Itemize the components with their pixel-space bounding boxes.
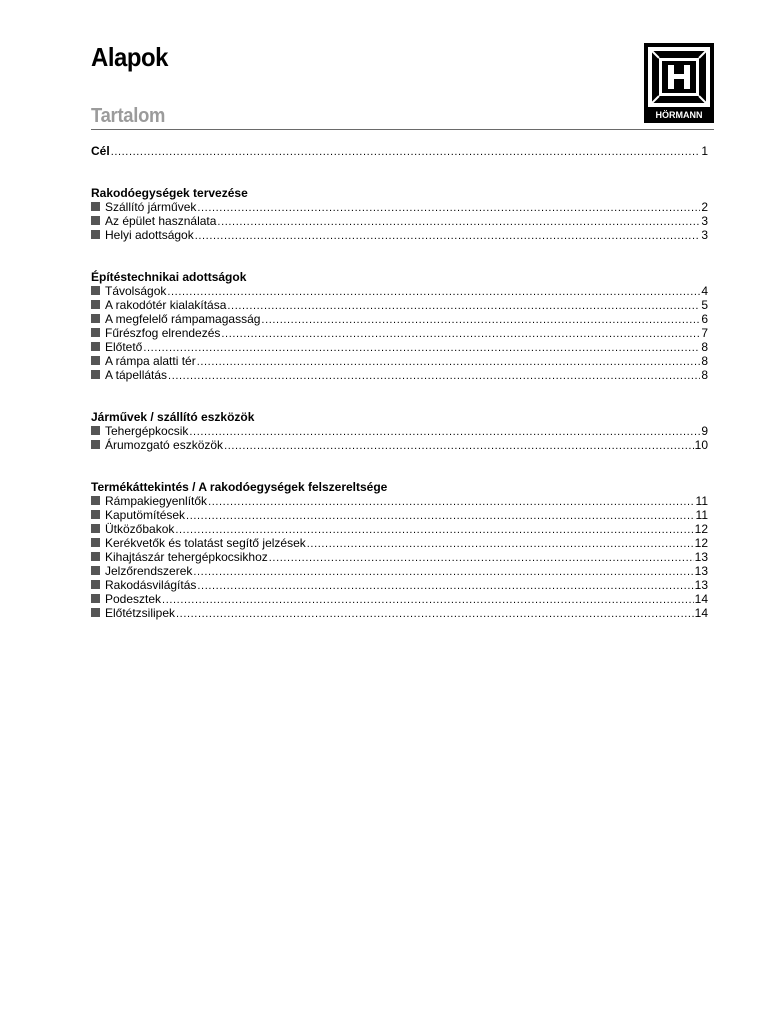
square-bullet-icon (91, 314, 100, 323)
square-bullet-icon (91, 328, 100, 337)
square-bullet-icon (91, 342, 100, 351)
toc-entry[interactable] (91, 354, 708, 368)
toc-group (91, 410, 708, 452)
toc-entry-page: 8 (701, 368, 708, 382)
toc-entry[interactable] (91, 312, 708, 326)
toc-group (91, 480, 708, 620)
square-bullet-icon (91, 580, 100, 589)
dot-leader (307, 537, 694, 551)
toc-entry-label: Kerékvetők és tolatást segítő jelzések (105, 536, 306, 550)
toc-entry-page: 13 (694, 578, 708, 592)
square-bullet-icon (91, 370, 100, 379)
toc-entry[interactable] (91, 592, 708, 606)
dot-leader (162, 593, 694, 607)
toc-entry[interactable] (91, 368, 708, 382)
toc-entry[interactable] (91, 564, 708, 578)
toc-entry-label: A rakodótér kialakítása (105, 298, 227, 312)
toc-entry[interactable] (91, 606, 708, 620)
toc-entry-page: 9 (701, 424, 708, 438)
square-bullet-icon (91, 440, 100, 449)
toc-entry[interactable] (91, 522, 708, 536)
toc-entry-label: Cél (91, 144, 110, 158)
toc-entry-label: Szállító járművek (105, 200, 197, 214)
toc-entry-page: 4 (701, 284, 708, 298)
toc-group-heading: Járművek / szállító eszközök (91, 410, 255, 424)
toc-entry-page: 3 (701, 228, 708, 242)
toc-entry-page: 3 (701, 214, 708, 228)
dot-leader (176, 607, 694, 621)
toc-entry[interactable] (91, 298, 708, 312)
dot-leader (168, 369, 700, 383)
square-bullet-icon (91, 594, 100, 603)
toc-entry-label: Rakodásvilágítás (105, 578, 197, 592)
toc-top-entry (91, 144, 708, 158)
page-title: Alapok (91, 42, 168, 72)
square-bullet-icon (91, 524, 100, 533)
toc-entry-label: A rámpa alatti tér (105, 354, 196, 368)
toc-entry[interactable] (91, 284, 708, 298)
toc-entry-label: Előtétzsilipek (105, 606, 176, 620)
toc-entry-label: Távolságok (105, 284, 167, 298)
toc-group-heading: Rakodóegységek tervezése (91, 186, 248, 200)
toc-entry-page: 7 (701, 326, 708, 340)
toc-entry[interactable] (91, 228, 708, 242)
toc-entry[interactable] (91, 340, 708, 354)
toc-entry-label: Árumozgató eszközök (105, 438, 224, 452)
header-rule (91, 129, 714, 130)
square-bullet-icon (91, 552, 100, 561)
toc-entry-page: 6 (701, 312, 708, 326)
toc-entry-cel[interactable] (91, 144, 708, 158)
toc-group (91, 186, 708, 242)
square-bullet-icon (91, 496, 100, 505)
toc-entry[interactable] (91, 536, 708, 550)
toc-entry-page: 12 (694, 522, 708, 536)
toc-entry-page: 13 (694, 550, 708, 564)
dot-leader (197, 579, 693, 593)
toc-entry-label: Ütközőbakok (105, 522, 175, 536)
toc-entry[interactable] (91, 214, 708, 228)
toc-entry-label: A tápellátás (105, 368, 168, 382)
toc-entry-label: Jelzőrendszerek (105, 564, 193, 578)
logo-text: HÖRMANN (655, 110, 703, 120)
toc-entry[interactable] (91, 494, 708, 508)
toc-entry-page: 8 (701, 340, 708, 354)
dot-leader (167, 285, 700, 299)
square-bullet-icon (91, 510, 100, 519)
hormann-logo (644, 43, 714, 123)
toc-group-heading: Építéstechnikai adottságok (91, 270, 247, 284)
toc-entry[interactable] (91, 578, 708, 592)
toc-entry[interactable] (91, 200, 708, 214)
dot-leader (197, 355, 701, 369)
toc-entry-label: Előtető (105, 340, 143, 354)
toc-entry[interactable] (91, 326, 708, 340)
toc-entry[interactable] (91, 550, 708, 564)
dot-leader (224, 439, 694, 453)
toc-entry-page: 14 (694, 606, 708, 620)
toc-entry-label: Podesztek (105, 592, 162, 606)
square-bullet-icon (91, 300, 100, 309)
toc-entry-label: Tehergépkocsik (105, 424, 189, 438)
square-bullet-icon (91, 216, 100, 225)
dot-leader (227, 299, 700, 313)
toc-entry-page: 2 (701, 200, 708, 214)
dot-leader (111, 145, 701, 159)
toc-entry-label: A megfelelő rámpamagasság (105, 312, 261, 326)
toc-entry-label: Az épület használata (105, 214, 217, 228)
square-bullet-icon (91, 230, 100, 239)
dot-leader (208, 495, 694, 509)
toc-entry-page: 5 (701, 298, 708, 312)
square-bullet-icon (91, 356, 100, 365)
dot-leader (193, 565, 693, 579)
square-bullet-icon (91, 538, 100, 547)
dot-leader (269, 551, 694, 565)
dot-leader (189, 425, 700, 439)
toc-entry-label: Fűrészfog elrendezés (105, 326, 221, 340)
toc-groups (91, 186, 708, 620)
toc-entry-page: 1 (701, 144, 708, 158)
toc-entry-label: Rámpakiegyenlítők (105, 494, 208, 508)
dot-leader (186, 509, 694, 523)
dot-leader (197, 201, 700, 215)
dot-leader (143, 341, 700, 355)
toc-entry-page: 14 (694, 592, 708, 606)
dot-leader (195, 229, 701, 243)
square-bullet-icon (91, 566, 100, 575)
toc-group (91, 270, 708, 382)
dot-leader (217, 215, 700, 229)
toc-entry-page: 10 (694, 438, 708, 452)
toc-entry-label: Helyi adottságok (105, 228, 194, 242)
toc-entry[interactable] (91, 508, 708, 522)
dot-leader (175, 523, 693, 537)
square-bullet-icon (91, 202, 100, 211)
toc-entry-label: Kihajtászár tehergépkocsikhoz (105, 550, 268, 564)
dot-leader (261, 313, 700, 327)
toc-entry-page: 12 (694, 536, 708, 550)
toc-entry[interactable] (91, 438, 708, 452)
toc-entry[interactable] (91, 424, 708, 438)
toc-entry-page: 11 (695, 508, 708, 522)
toc-entry-page: 13 (694, 564, 708, 578)
dot-leader (221, 327, 700, 341)
toc-group-heading: Termékáttekintés / A rakodóegységek felszereltsége (91, 480, 388, 494)
square-bullet-icon (91, 426, 100, 435)
square-bullet-icon (91, 286, 100, 295)
toc-entry-label: Kaputömítések (105, 508, 186, 522)
section-subtitle: Tartalom (91, 105, 166, 127)
toc-entry-page: 8 (701, 354, 708, 368)
toc-entry-page: 11 (695, 494, 708, 508)
table-of-contents (91, 144, 708, 648)
square-bullet-icon (91, 608, 100, 617)
